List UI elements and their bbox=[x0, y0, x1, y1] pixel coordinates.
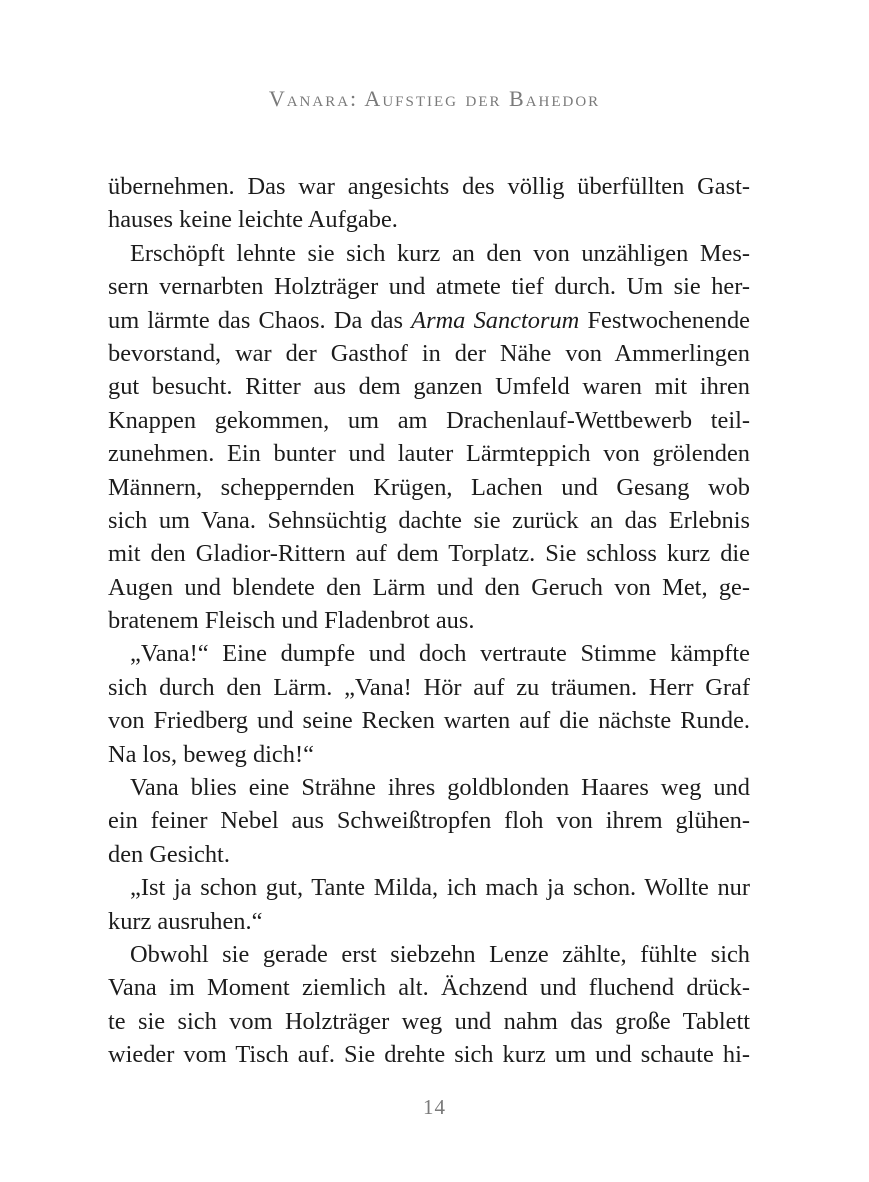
text-line: Erschöpft lehnte sie sich kurz an den von unzähligen Mes- bbox=[130, 239, 750, 267]
text-line bbox=[108, 304, 750, 337]
text-line: sern vernarbten Holzträger und atmete tief durch. Um sie her- bbox=[108, 273, 750, 301]
text-line: Männern, scheppernden Krügen, Lachen und Gesang wob bbox=[108, 473, 750, 501]
text-line: sich durch den Lärm. „Vana! Hör auf zu träumen. Herr Graf bbox=[108, 673, 750, 701]
text-line: Knappen gekommen, um am Drachenlauf-Wettbewerb teil- bbox=[108, 406, 750, 434]
text-line: mit den Gladior-Rittern auf dem Torplatz. Sie schloss kurz die bbox=[108, 540, 750, 568]
body-text bbox=[108, 170, 750, 1072]
text-line: hauses keine leichte Aufgabe. bbox=[108, 206, 398, 234]
text-line: wieder vom Tisch auf. Sie drehte sich kurz um und schaute hi- bbox=[108, 1041, 750, 1069]
text-line: Obwohl sie gerade erst siebzehn Lenze zählte, fühlte sich bbox=[130, 940, 750, 968]
text-line: zunehmen. Ein bunter und lauter Lärmteppich von grölenden bbox=[108, 440, 750, 468]
running-title: Vanara: Aufstieg der Bahedor bbox=[268, 86, 601, 111]
page-number: 14 bbox=[423, 1095, 446, 1119]
text-line: „Vana!“ Eine dumpfe und doch vertraute Stimme kämpfte bbox=[130, 640, 750, 668]
text-line: Na los, beweg dich!“ bbox=[108, 740, 314, 768]
italic-term: Arma Sanctorum bbox=[411, 306, 580, 334]
text-line: gut besucht. Ritter aus dem ganzen Umfeld waren mit ihren bbox=[108, 373, 750, 401]
text-segment: Festwochenende bbox=[579, 306, 751, 334]
text-line: Augen und blendete den Lärm und den Geruch von Met, ge- bbox=[108, 573, 750, 601]
text-line: ein feiner Nebel aus Schweißtropfen floh von ihrem glühen- bbox=[108, 807, 750, 835]
text-line: „Ist ja schon gut, Tante Milda, ich mach ja schon. Wollte nur bbox=[130, 874, 750, 902]
text-line: von Friedberg und seine Recken warten auf die nächste Runde. bbox=[108, 707, 750, 735]
text-line: bevorstand, war der Gasthof in der Nähe von Ammerlingen bbox=[108, 339, 750, 367]
text-line: Vana im Moment ziemlich alt. Ächzend und fluchend drück- bbox=[108, 974, 750, 1002]
text-line: bratenem Fleisch und Fladenbrot aus. bbox=[108, 607, 475, 635]
text-line: kurz ausruhen.“ bbox=[108, 907, 263, 935]
text-line: sich um Vana. Sehnsüchtig dachte sie zurück an das Erlebnis bbox=[108, 506, 750, 534]
text-segment: um lärmte das Chaos. Da das bbox=[108, 306, 412, 334]
text-line: den Gesicht. bbox=[108, 840, 230, 868]
text-line: übernehmen. Das war angesichts des völlig überfüllten Gast- bbox=[108, 173, 750, 200]
text-line: Vana blies eine Strähne ihres goldblonden Haares weg und bbox=[130, 774, 750, 802]
text-line: te sie sich vom Holzträger weg und nahm das große Tablett bbox=[108, 1007, 750, 1035]
